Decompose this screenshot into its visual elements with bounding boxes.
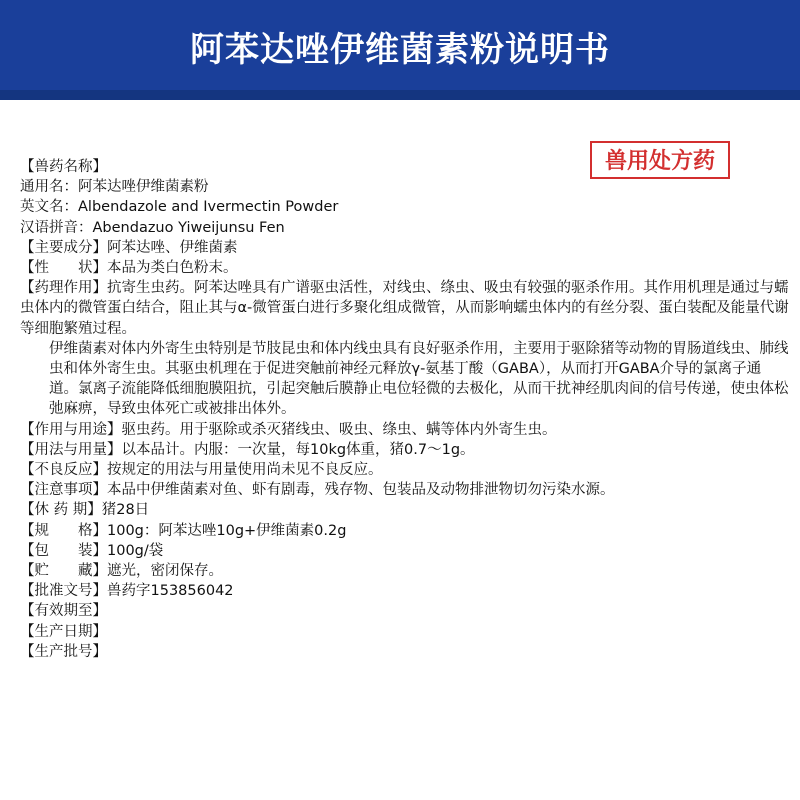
instructions-body — [20, 157, 790, 662]
document-title: 阿苯达唑伊维菌素粉说明书 — [190, 30, 610, 70]
adverse-reactions-line: 【不良反应】按规定的用法与用量使用尚未见不良反应。 — [20, 462, 383, 479]
ivermectin-paragraph: 伊维菌素对体内外寄生虫特别是节肢昆虫和体内线虫具有良好驱杀作用，主要用于驱除猪等动物的胃肠道线虫、肺线虫和体外寄生虫。其驱虫机理在于促进突触前神经元释放γ-氨基丁酸（GABA），从而打开GABA介导的氯离子通道。氯离子流能降低细胞膜阻抗，引起突触后膜静止电位轻微的去极化，从而干扰神经肌肉间的信号传递，使虫体松弛麻痹，导致虫体死亡或被排出体外。 — [49, 340, 789, 418]
english-name-line: 英文名：Albendazole and Ivermectin Powder — [20, 199, 339, 216]
expiry-date-line: 【有效期至】 — [20, 603, 107, 620]
indications-line: 【作用与用途】驱虫药。用于驱除或杀灭猪线虫、吸虫、绦虫、螨等体内外寄生虫。 — [20, 421, 557, 438]
production-date-line: 【生产日期】 — [20, 623, 107, 640]
specification-line: 【规 格】100g：阿苯达唑10g+伊维菌素0.2g — [20, 522, 347, 539]
approval-number-line: 【批准文号】兽药字153856042 — [20, 583, 234, 600]
precautions-line: 【注意事项】本品中伊维菌素对鱼、虾有剧毒，残存物、包装品及动物排泄物切勿污染水源。 — [20, 482, 615, 499]
storage-line: 【贮 藏】遮光，密闭保存。 — [20, 563, 223, 580]
pinyin-name-line: 汉语拼音：Abendazuo Yiweijunsu Fen — [20, 219, 285, 236]
dosage-line: 【用法与用量】以本品计。内服：一次量，每10kg体重，猪0.7～1g。 — [20, 441, 475, 458]
title-banner — [0, 0, 800, 100]
batch-number-line: 【生产批号】 — [20, 643, 107, 660]
withdrawal-period-line: 【休 药 期】猪28日 — [20, 502, 150, 519]
generic-name-line: 通用名：阿苯达唑伊维菌素粉 — [20, 179, 209, 196]
pharmacology-paragraph: 【药理作用】抗寄生虫药。阿苯达唑具有广谱驱虫活性，对线虫、绦虫、吸虫有较强的驱杀作用。其作用机理是通过与蠕虫体内的微管蛋白结合，阻止其与α-微管蛋白进行多聚化组成微管，从而影响蠕虫体内的有丝分裂、蛋白装配及能量代谢等细胞繁殖过程。 — [20, 280, 789, 337]
section-drug-name-heading: 【兽药名称】 — [20, 159, 107, 175]
appearance-line: 【性 状】本品为类白色粉末。 — [20, 260, 238, 277]
banner-bottom-strip — [0, 90, 800, 100]
packaging-line: 【包 装】100g/袋 — [20, 542, 164, 559]
prescription-badge: 兽用处方药 — [590, 141, 730, 179]
main-ingredients-line: 【主要成分】阿苯达唑、伊维菌素 — [20, 239, 238, 256]
